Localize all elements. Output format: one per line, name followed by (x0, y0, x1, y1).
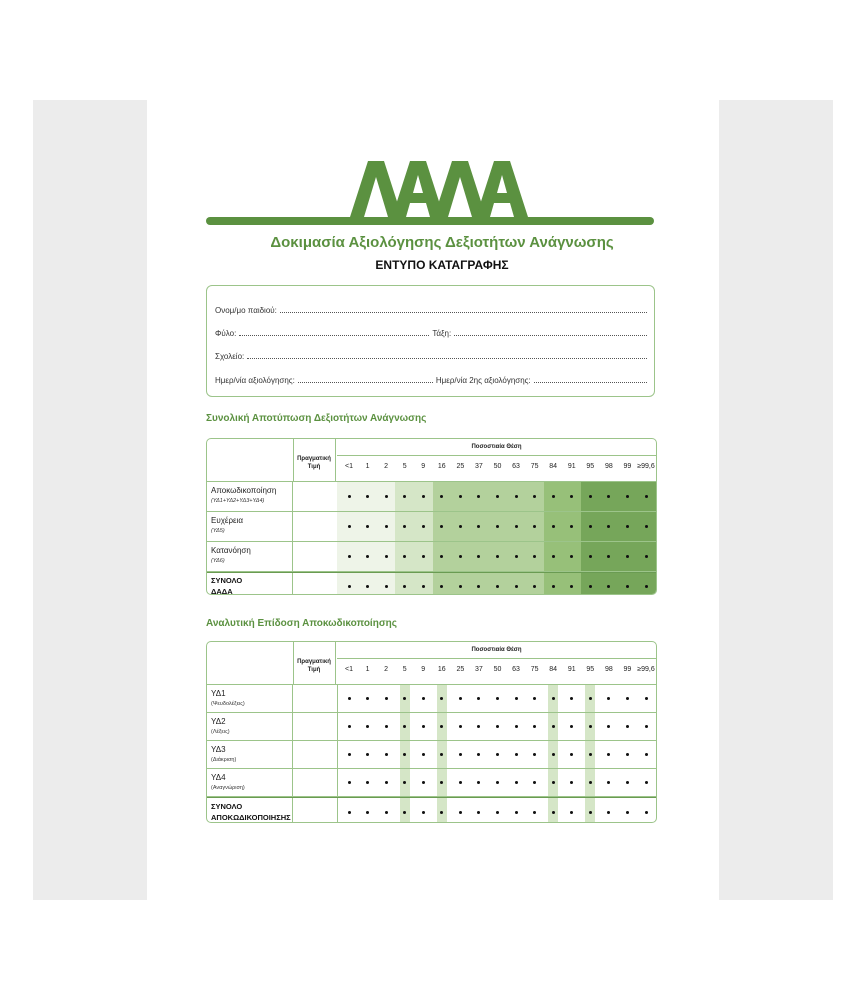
percentile-cells (337, 798, 656, 823)
percentile-dot[interactable] (552, 555, 555, 558)
percentile-dot[interactable] (626, 811, 629, 814)
table-row (207, 769, 656, 797)
percentile-dot[interactable] (570, 781, 573, 784)
date2-label: Ημερ/νία 2ης αξιολόγησης: (435, 376, 531, 385)
percentile-dot[interactable] (645, 781, 648, 784)
table-header (207, 642, 656, 685)
percentile-dot[interactable] (589, 697, 592, 700)
percentile-dot[interactable] (533, 585, 536, 588)
percentile-tick-label: 9 (421, 666, 426, 673)
school-field[interactable] (247, 352, 647, 359)
percentile-tick-label: 99 (623, 666, 632, 673)
percentile-dot[interactable] (515, 725, 518, 728)
form-title: ΕΝΤΥΠΟ ΚΑΤΑΓΡΑΦΗΣ (375, 258, 509, 272)
percentile-tick-label: 63 (512, 666, 520, 673)
percentile-dot[interactable] (366, 725, 369, 728)
percentile-tick-label: 1 (365, 666, 370, 673)
left-margin-background (33, 100, 147, 900)
row-label (207, 769, 293, 796)
percentile-dot[interactable] (385, 525, 388, 528)
percentile-shade-band (433, 512, 544, 541)
percentile-dot[interactable] (552, 495, 555, 498)
percentile-cells (337, 512, 656, 541)
percentile-tick-label: 50 (493, 463, 502, 470)
row-label (207, 713, 293, 740)
percentile-shade-band (544, 573, 581, 595)
percentile-dot[interactable] (589, 555, 592, 558)
section2-title: Αναλυτική Επίδοση Αποκωδικοποίησης (206, 618, 397, 629)
percentile-dot[interactable] (440, 585, 443, 588)
date1-label: Ημερ/νία αξιολόγησης: (215, 376, 295, 385)
percentile-dot[interactable] (496, 753, 499, 756)
percentile-dot[interactable] (385, 495, 388, 498)
value-cell[interactable] (293, 685, 338, 712)
percentile-cells (337, 741, 656, 768)
percentile-tick-label: 95 (586, 666, 595, 673)
row-sub-label: (ΥΔ5) (211, 528, 225, 534)
percentile-dot[interactable] (348, 725, 351, 728)
percentile-dot[interactable] (515, 585, 518, 588)
percentile-dot[interactable] (626, 525, 629, 528)
percentile-dot[interactable] (422, 555, 425, 558)
percentile-dot[interactable] (422, 585, 425, 588)
total-label-line2: ΔΑΔΑ (211, 587, 233, 595)
percentile-dot[interactable] (496, 725, 499, 728)
table-header (207, 439, 656, 482)
percentile-shade-band (395, 542, 432, 571)
header-label-cell (207, 439, 294, 481)
percentile-dot[interactable] (607, 697, 610, 700)
percentile-dot[interactable] (385, 585, 388, 588)
percentile-dot[interactable] (366, 753, 369, 756)
percentile-dot[interactable] (440, 811, 443, 814)
table-row (207, 685, 656, 713)
percentile-dot[interactable] (645, 525, 648, 528)
gender-label: Φύλο: (215, 329, 237, 338)
percentile-dot[interactable] (459, 697, 462, 700)
percentile-dot[interactable] (477, 753, 480, 756)
percentile-dot[interactable] (570, 585, 573, 588)
row-main-label: Αποκωδικοποίηση (211, 486, 277, 495)
percentile-dot[interactable] (459, 525, 462, 528)
total-row (207, 572, 656, 595)
percentile-shade-band (544, 512, 581, 541)
gender-field[interactable] (239, 329, 429, 336)
percentile-dot[interactable] (459, 753, 462, 756)
value-cell[interactable] (293, 713, 338, 740)
percentile-cells (337, 542, 656, 571)
percentile-dot[interactable] (533, 697, 536, 700)
percentile-dot[interactable] (422, 697, 425, 700)
percentile-dot[interactable] (422, 753, 425, 756)
percentile-dot[interactable] (385, 555, 388, 558)
row-sub-label: (Διάκριση) (211, 757, 237, 763)
percentile-shade-band (395, 512, 432, 541)
percentile-tick-label: 25 (456, 463, 465, 470)
percentile-dot[interactable] (348, 811, 351, 814)
right-margin-background (719, 100, 833, 900)
percentile-tick-label: 84 (549, 666, 558, 673)
percentile-tick-label: 2 (384, 666, 389, 673)
percentile-dot[interactable] (552, 725, 555, 728)
percentile-dot[interactable] (533, 781, 536, 784)
row-label (207, 482, 293, 511)
table-row (207, 741, 656, 769)
header-label-cell (207, 642, 294, 684)
percentile-tick-label: 75 (530, 666, 539, 673)
percentile-tick-label: 16 (437, 666, 446, 673)
percentile-dot[interactable] (607, 811, 610, 814)
percentile-cells (337, 685, 656, 712)
percentile-dot[interactable] (515, 697, 518, 700)
percentile-dot[interactable] (626, 725, 629, 728)
percentile-dot[interactable] (459, 555, 462, 558)
percentile-cells (337, 482, 656, 511)
value-cell[interactable] (293, 482, 338, 511)
row-label (207, 542, 293, 571)
value-cell[interactable] (293, 512, 338, 541)
dates-line (215, 376, 650, 385)
percentile-dot[interactable] (515, 781, 518, 784)
class-field[interactable] (454, 329, 647, 336)
percentile-tick-label: <1 (345, 463, 353, 470)
percentile-dot[interactable] (348, 495, 351, 498)
percentile-dot[interactable] (626, 781, 629, 784)
percentile-tick-label: 50 (493, 666, 502, 673)
percentile-tick-label: ≥99,6 (637, 666, 655, 673)
percentile-dot[interactable] (348, 697, 351, 700)
percentile-dot[interactable] (515, 525, 518, 528)
row-main-label: ΥΔ2 (211, 717, 226, 726)
date2-field[interactable] (534, 376, 647, 383)
percentile-tick-label: 63 (512, 463, 520, 470)
percentile-dot[interactable] (422, 725, 425, 728)
percentile-dot[interactable] (496, 585, 499, 588)
percentile-dot[interactable] (515, 811, 518, 814)
percentile-dot[interactable] (403, 585, 406, 588)
row-label (207, 798, 293, 823)
percentile-dot[interactable] (459, 495, 462, 498)
percentile-dot[interactable] (552, 585, 555, 588)
row-main-label: Ευχέρεια (211, 516, 243, 525)
percentile-dot[interactable] (626, 555, 629, 558)
percentile-dot[interactable] (385, 811, 388, 814)
percentile-tick-label: 9 (421, 463, 426, 470)
percentile-dot[interactable] (626, 697, 629, 700)
table-row (207, 542, 656, 572)
header-percentile: Ποσοστιαία Θέση (337, 642, 656, 659)
percentile-cells (337, 769, 656, 796)
percentile-dot[interactable] (626, 495, 629, 498)
percentile-dot[interactable] (459, 725, 462, 728)
percentile-dot[interactable] (607, 753, 610, 756)
percentile-tick-label: 1 (365, 463, 370, 470)
section1-title: Συνολική Αποτύπωση Δεξιοτήτων Ανάγνωσης (206, 413, 427, 424)
summary-table (206, 438, 657, 595)
percentile-tick-label: 2 (384, 463, 389, 470)
percentile-dot[interactable] (496, 781, 499, 784)
percentile-tick-label: 37 (475, 463, 483, 470)
percentile-dot[interactable] (515, 495, 518, 498)
header-value-cell: Πραγματική Τιμή (293, 439, 336, 481)
percentile-shade-band (337, 573, 395, 595)
percentile-tick-label: 5 (402, 463, 407, 470)
percentile-dot[interactable] (459, 781, 462, 784)
percentile-dot[interactable] (645, 495, 648, 498)
percentile-dot[interactable] (607, 781, 610, 784)
percentile-dot[interactable] (422, 495, 425, 498)
percentile-shade-band (395, 482, 432, 511)
percentile-tick-label: 99 (623, 463, 632, 470)
class-label: Τάξη: (432, 329, 452, 338)
percentile-dot[interactable] (552, 811, 555, 814)
student-info-box (206, 285, 655, 397)
percentile-dot[interactable] (496, 555, 499, 558)
decoding-table (206, 641, 657, 823)
percentile-dot[interactable] (366, 585, 369, 588)
percentile-tick-label: 16 (437, 463, 446, 470)
percentile-dot[interactable] (348, 555, 351, 558)
subtitle: Δοκιμασία Αξιολόγησης Δεξιοτήτων Ανάγνωσης (270, 234, 614, 251)
percentile-dot[interactable] (552, 697, 555, 700)
table-row (207, 482, 656, 512)
percentile-dot[interactable] (496, 495, 499, 498)
percentile-dot[interactable] (570, 753, 573, 756)
percentile-dot[interactable] (533, 753, 536, 756)
percentile-dot[interactable] (626, 753, 629, 756)
percentile-ticks (337, 456, 656, 481)
name-field[interactable] (280, 306, 647, 313)
percentile-tick-label: 37 (475, 666, 483, 673)
percentile-tick-label: 98 (604, 463, 613, 470)
percentile-ticks (337, 659, 656, 684)
row-label (207, 685, 293, 712)
dada-logo (206, 157, 654, 229)
percentile-shade-band (433, 482, 544, 511)
percentile-cells (337, 573, 656, 595)
percentile-dot[interactable] (589, 525, 592, 528)
percentile-shade-band (581, 573, 656, 595)
percentile-dot[interactable] (589, 585, 592, 588)
percentile-dot[interactable] (422, 525, 425, 528)
percentile-dot[interactable] (533, 725, 536, 728)
percentile-dot[interactable] (422, 781, 425, 784)
percentile-tick-label: <1 (345, 666, 353, 673)
percentile-tick-label: 91 (567, 666, 576, 673)
percentile-dot[interactable] (477, 725, 480, 728)
row-sub-label: (ΥΔ6) (211, 558, 225, 564)
total-label-line1: ΣΥΝΟΛΟ (211, 576, 243, 585)
name-label: Ονομ/μο παιδιού: (215, 306, 277, 315)
percentile-dot[interactable] (552, 753, 555, 756)
table-row (207, 512, 656, 542)
percentile-dot[interactable] (515, 753, 518, 756)
percentile-dot[interactable] (589, 811, 592, 814)
percentile-dot[interactable] (589, 781, 592, 784)
date1-field[interactable] (298, 376, 433, 383)
row-main-label: Κατανόηση (211, 546, 251, 555)
value-cell[interactable] (293, 798, 338, 823)
percentile-dot[interactable] (422, 811, 425, 814)
percentile-dot[interactable] (589, 725, 592, 728)
percentile-dot[interactable] (403, 811, 406, 814)
percentile-dot[interactable] (477, 811, 480, 814)
percentile-dot[interactable] (570, 725, 573, 728)
percentile-dot[interactable] (366, 811, 369, 814)
row-label (207, 512, 293, 541)
percentile-dot[interactable] (645, 725, 648, 728)
percentile-shade-band (544, 542, 581, 571)
percentile-dot[interactable] (348, 781, 351, 784)
header-percentile: Ποσοστιαία Θέση (337, 439, 656, 456)
total-row (207, 797, 656, 823)
percentile-dot[interactable] (496, 525, 499, 528)
percentile-dot[interactable] (645, 697, 648, 700)
percentile-dot[interactable] (477, 781, 480, 784)
percentile-dot[interactable] (366, 781, 369, 784)
percentile-dot[interactable] (645, 811, 648, 814)
percentile-tick-label: 5 (402, 666, 407, 673)
percentile-dot[interactable] (552, 525, 555, 528)
percentile-dot[interactable] (645, 555, 648, 558)
value-cell[interactable] (293, 573, 338, 595)
row-label (207, 741, 293, 768)
percentile-dot[interactable] (385, 697, 388, 700)
percentile-dot[interactable] (589, 753, 592, 756)
row-sub-label: (ΥΔ1+ΥΔ2+ΥΔ3+ΥΔ4) (211, 498, 265, 504)
percentile-dot[interactable] (552, 781, 555, 784)
total-label-line1: ΣΥΝΟΛΟ (211, 802, 243, 811)
header-value-cell: Πραγματική Τιμή (293, 642, 336, 684)
percentile-dot[interactable] (533, 811, 536, 814)
percentile-dot[interactable] (385, 781, 388, 784)
percentile-dot[interactable] (348, 753, 351, 756)
percentile-shade-band (395, 573, 432, 595)
name-line (215, 306, 650, 315)
table-row (207, 713, 656, 741)
percentile-dot[interactable] (515, 555, 518, 558)
percentile-dot[interactable] (626, 585, 629, 588)
percentile-dot[interactable] (589, 495, 592, 498)
percentile-dot[interactable] (348, 525, 351, 528)
percentile-tick-label: 91 (567, 463, 576, 470)
percentile-dot[interactable] (496, 697, 499, 700)
percentile-dot[interactable] (607, 725, 610, 728)
percentile-dot[interactable] (645, 585, 648, 588)
percentile-dot[interactable] (366, 697, 369, 700)
percentile-dot[interactable] (645, 753, 648, 756)
percentile-tick-label: 98 (604, 666, 613, 673)
value-cell[interactable] (293, 769, 338, 796)
percentile-dot[interactable] (459, 811, 462, 814)
percentile-shade-band (544, 482, 581, 511)
percentile-dot[interactable] (570, 697, 573, 700)
percentile-tick-label: 75 (530, 463, 539, 470)
percentile-dot[interactable] (459, 585, 462, 588)
percentile-dot[interactable] (477, 697, 480, 700)
percentile-dot[interactable] (348, 585, 351, 588)
gender-class-line (215, 329, 650, 338)
percentile-shade-band (433, 573, 544, 595)
percentile-shade-band (433, 542, 544, 571)
percentile-tick-label: ≥99,6 (637, 463, 655, 470)
percentile-tick-label: 84 (549, 463, 558, 470)
row-main-label: ΥΔ3 (211, 745, 226, 754)
value-cell[interactable] (293, 542, 338, 571)
percentile-cells (337, 713, 656, 740)
row-main-label: ΥΔ1 (211, 689, 226, 698)
row-sub-label: (Λέξεις) (211, 729, 230, 735)
percentile-tick-label: 95 (586, 463, 595, 470)
row-sub-label: (Ψευδολέξεις) (211, 701, 245, 707)
school-label: Σχολείο: (215, 352, 245, 361)
school-line (215, 352, 650, 361)
row-label (207, 573, 293, 595)
percentile-dot[interactable] (385, 753, 388, 756)
percentile-dot[interactable] (385, 725, 388, 728)
percentile-tick-label: 25 (456, 666, 465, 673)
row-sub-label: (Αναγνώριση) (211, 785, 245, 791)
value-cell[interactable] (293, 741, 338, 768)
percentile-dot[interactable] (570, 811, 573, 814)
percentile-dot[interactable] (496, 811, 499, 814)
row-main-label: ΥΔ4 (211, 773, 226, 782)
total-label-line2: ΑΠΟΚΩΔΙΚΟΠΟΙΗΣΗΣ (211, 813, 291, 822)
